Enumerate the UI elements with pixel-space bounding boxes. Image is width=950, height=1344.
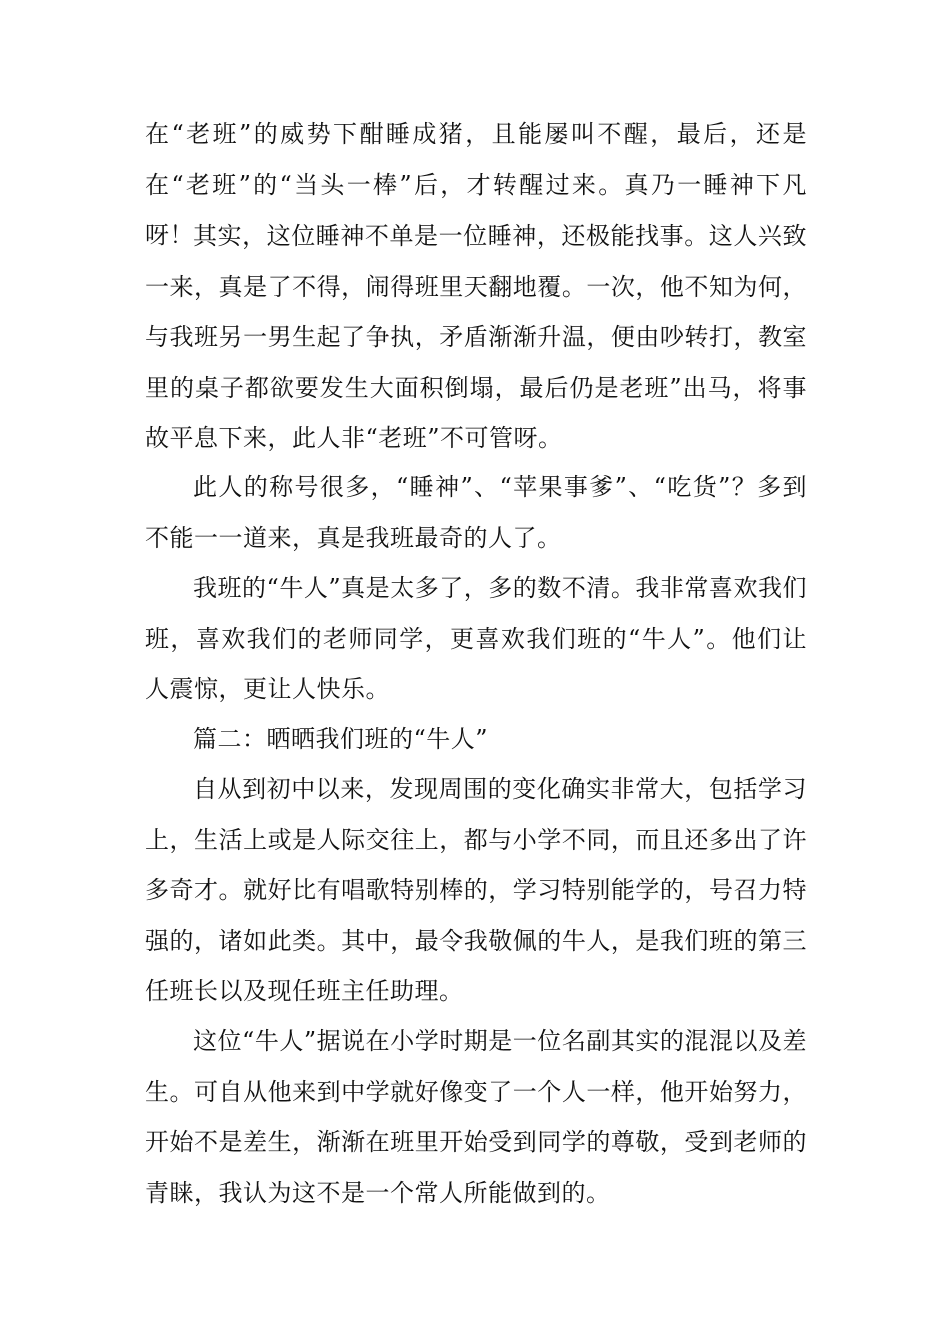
paragraph-continuation: 在“老班”的威势下酣睡成猪，且能屡叫不醒，最后，还是在“老班”的“当头一棒”后，才转醒过来。真乃一睡神下凡呀！: [145, 120, 807, 249]
paragraph-monitor: 这位“牛人”据说在小学时期是一位名副其实的混混以及差生。可自从他来到中学就好像变了一个人一样，他开始努力，开始不是差生，渐渐在班里开始受到同学的尊敬，受到老师的青睐，我认为这不是一个常人所能做到的。: [145, 1027, 807, 1207]
paragraph-junior-high: 自从到初中以来，发现周围的变化确实非常大，包括学习上，生活上或是人际交往上，都与小学不同，而且还多出了许多奇才。就好比有唱歌特别棒的，学习特别能学的，号召力特强的，诸如此类。其中，最令我敬佩的牛人，是我们班的第三任班长以及现任班主任助理。: [145, 775, 807, 1005]
paragraph-class-closing: 我班的“牛人”真是太多了，多的数不清。我非常喜欢我们班，喜欢我们的老师同学，更喜欢我们班的“牛人”。他们让人震惊，更让人快乐。: [145, 574, 807, 703]
section-heading: 篇二：晒晒我们班的“牛人”: [193, 725, 489, 753]
paragraph-sleep-god: 其实，这位睡神不单是一位睡神，还极能找事。这人兴致一来，真是了不得，闹得班里天翻地覆。一次，他不知为何，与我班另一男生起了争执，矛盾渐渐升温，便由吵转打，教室里的桌子都欲要发生大面积倒塌，最后仍是老班”出马，将事故平息下来，此人非“老班”不可管呀。: [145, 222, 807, 452]
paragraph-nicknames: 此人的称号很多，“睡神”、“苹果事爹”、“吃货”？多到不能一一道来，真是我班最奇的人了。: [145, 473, 807, 552]
